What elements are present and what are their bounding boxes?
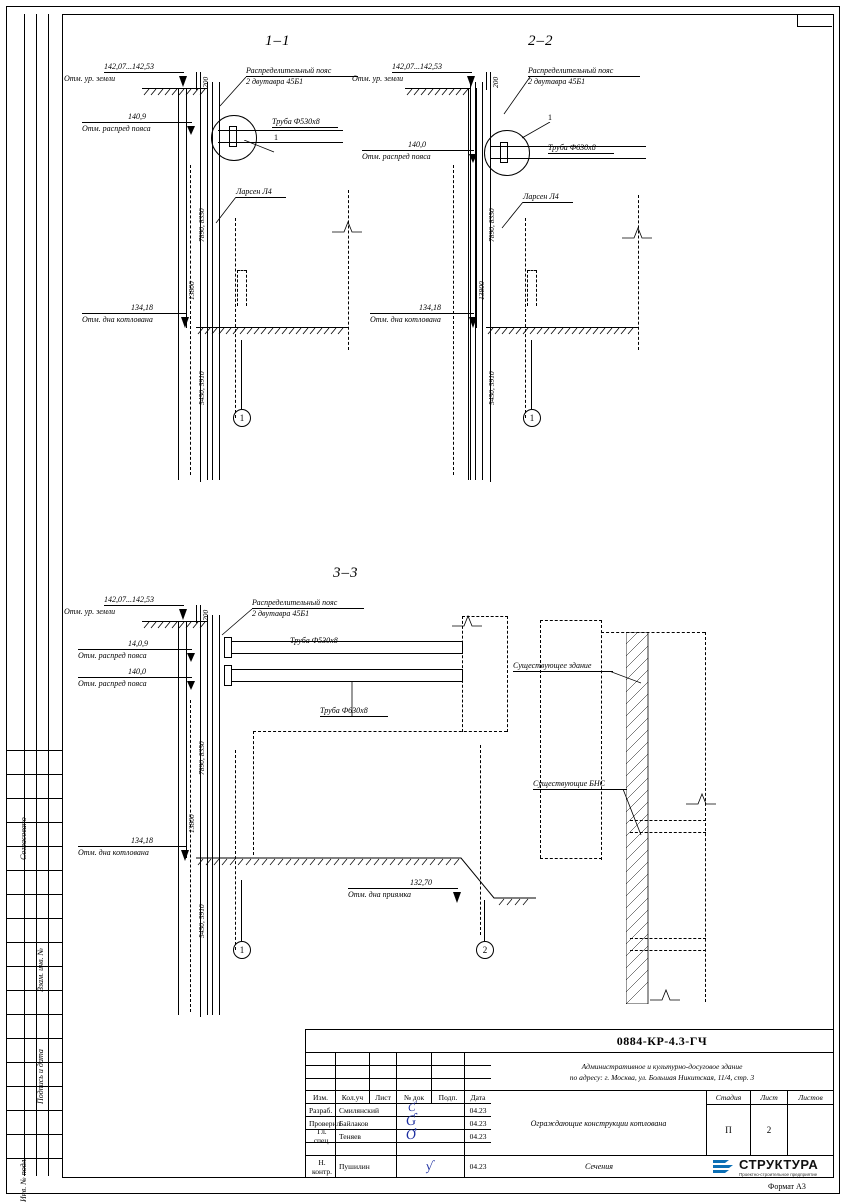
section-3-3-pit-text: Отм. дна котлована [78, 848, 149, 857]
margin-label-vzam-inv: Взам. инв. № [36, 947, 45, 992]
title-block-header-ndok: № док [397, 1091, 432, 1104]
section-3-3-pit-value: 134,18 [131, 836, 153, 845]
section-3-3-priyamok-value: 132,70 [410, 878, 432, 887]
format-label: Формат А3 [768, 1182, 806, 1191]
title-block-header-podp: Подп. [432, 1091, 465, 1104]
title-block-stage-value: П [707, 1105, 751, 1156]
section-2-2-dim-200: 200 [491, 76, 500, 88]
section-2-2-dim-13800: 13800 [477, 281, 486, 300]
section-2-2-belt-note-l2: 2 двутавра 45Б1 [528, 77, 586, 86]
title-block-header-izm: Изм. [306, 1091, 336, 1104]
title-block-role-3: Н. контр. [306, 1156, 336, 1177]
section-3-3-belt-note-l1: Распределительный пояс [252, 598, 338, 607]
company-name: СТРУКТУРА [739, 1156, 819, 1172]
section-2-2-ground-text: Отм. ур. земли [352, 74, 404, 83]
section-3-3-ground-value: 142,07...142,53 [104, 595, 154, 604]
section-2-2-dim-7890: 7890, 8350 [487, 208, 496, 242]
section-1-1-ground-text: Отм. ур. земли [64, 74, 116, 83]
section-1-1-pipe-label: Труба Ф530х8 [272, 117, 320, 126]
left-margin-strip [6, 14, 62, 1202]
section-3-3-dim-7890: 7890, 8350 [197, 741, 206, 775]
section-3-3-priyamok-text: Отм. дна приямка [348, 890, 412, 899]
signature-3: ƴ [424, 1157, 434, 1174]
section-1-1-node-1: 1 [233, 409, 251, 427]
title-block-header-list: Лист [370, 1091, 397, 1104]
section-1-1-ground-value: 142,07...142,53 [104, 62, 154, 71]
title-block-code: 0884-КР-4.3-ГЧ [491, 1030, 833, 1053]
title-block-role-1: Проверил [306, 1117, 336, 1130]
title-block-header-listov: Листов [788, 1091, 833, 1105]
margin-label-inv-podl: Инв. № подл. [19, 1157, 28, 1202]
section-3-3-node-2: 2 [476, 941, 494, 959]
section-2-2-callout-1: 1 [548, 113, 552, 122]
section-2-2-pipe-label: Труба Ф630х8 [548, 143, 596, 152]
title-block-date-0: 04.23 [465, 1104, 491, 1117]
section-2-2-pit-text: Отм. дна котлована [370, 315, 441, 324]
signature-2: Ơ [404, 1127, 418, 1144]
section-3-3-dim-13800: 13800 [187, 814, 196, 833]
company-tagline: Проектно-строительное предприятие [739, 1171, 818, 1177]
title-block-date-2: 04.23 [465, 1130, 491, 1143]
section-2-2-node-1: 1 [523, 409, 541, 427]
section-3-3-dim-200: 200 [201, 609, 210, 621]
sheet-corner-cut [797, 14, 832, 27]
margin-label-soglasovano: Согласовано [19, 817, 28, 860]
section-1-1-belt-note-l1: Распределительный пояс [246, 66, 332, 75]
section-1-1-larsen-label: Ларсен Л4 [236, 187, 272, 196]
section-1-1-title: 1–1 [265, 33, 291, 49]
title-block [305, 1029, 834, 1178]
section-1-1-pit-text: Отм. дна котлована [82, 315, 153, 324]
section-1-1-dim-200: 200 [201, 76, 210, 88]
title-block-header-list-col: Лист [751, 1091, 788, 1105]
section-1-1-dim-13800: 13800 [187, 281, 196, 300]
section-3-3-ground-text: Отм. ур. земли [64, 607, 116, 616]
section-2-2-belt-note-l1: Распределительный пояс [528, 66, 614, 75]
section-1-1-belt-text: Отм. распред пояса [82, 124, 151, 133]
title-block-drawing-name: Ограждающие конструкции котлована [491, 1091, 707, 1156]
sheetpile-wall-3-3 [207, 615, 220, 1015]
title-block-name-0: Смилянский [336, 1104, 397, 1117]
title-block-name-2: Теняев [336, 1130, 397, 1143]
title-block-name-3: Пушилин [336, 1156, 397, 1177]
section-3-3-belt-value-2: 140,0 [128, 667, 146, 676]
company-logo-icon [713, 1158, 735, 1176]
title-block-header-stadia: Стадия [707, 1091, 751, 1105]
section-2-2-dim-5450: 5450, 5910 [487, 371, 496, 405]
title-block-company [707, 1156, 833, 1177]
section-1-1-pit-value: 134,18 [131, 303, 153, 312]
section-3-3-dim-5450: 5450, 5910 [197, 904, 206, 938]
section-3-3-belt-value-1: 14,0,9 [128, 639, 148, 648]
title-block-role-0: Разраб. [306, 1104, 336, 1117]
section-3-3-pipe-2: Труба Ф630х8 [320, 706, 368, 715]
section-3-3-existing-bns-label: Существующие БНС [533, 779, 605, 788]
title-block-sheet-no: 2 [751, 1105, 788, 1156]
section-2-2-larsen-label: Ларсен Л4 [523, 192, 559, 201]
section-3-3-title: 3–3 [333, 565, 359, 581]
section-3-3-belt-text-2: Отм. распред пояса [78, 679, 147, 688]
section-2-2-title: 2–2 [528, 33, 554, 49]
section-2-2-belt-text: Отм. распред пояса [362, 152, 431, 161]
section-1-1-belt-note-l2: 2 двутавра 45Б1 [246, 77, 304, 86]
signature-1: Ɠ [404, 1113, 418, 1130]
section-2-2-pit-value: 134,18 [419, 303, 441, 312]
section-1-1-callout-1: 1 [274, 133, 278, 142]
title-block-object [491, 1053, 833, 1091]
section-2-2-belt-value: 140,0 [408, 140, 426, 149]
margin-label-podpis-data: Подпись и дата [36, 1049, 45, 1104]
section-2-2-ground-value: 142,07...142,53 [392, 62, 442, 71]
title-block-date-3: 04.23 [469, 1162, 487, 1171]
section-1-1-dim-7890: 7890, 8350 [197, 208, 206, 242]
section-3-3-pipe-1: Труба Ф530х8 [290, 636, 338, 645]
section-1-1-detail-circle [211, 115, 257, 161]
title-block-header-kol: Кол.уч [336, 1091, 370, 1104]
section-3-3-existing-building-label: Существующее здание [513, 661, 592, 670]
section-3-3-node-1: 1 [233, 941, 251, 959]
signature-0: Ƈ [407, 1101, 417, 1115]
title-block-object-line2: по адресу: г. Москва, ул. Большая Никитская, 11/4, стр. 3 [569, 1072, 755, 1082]
title-block-date-1: 04.23 [465, 1117, 491, 1130]
title-block-header-data: Дата [465, 1091, 491, 1104]
title-block-sheets-total [788, 1105, 833, 1156]
title-block-role-2: Гл. спец. [306, 1130, 336, 1143]
section-1-1-belt-value: 140,9 [128, 112, 146, 121]
title-block-sheet-name: Сечения [585, 1162, 613, 1171]
section-3-3-belt-text-1: Отм. распред пояса [78, 651, 147, 660]
title-block-object-line1: Административное и культурно-досуговое здание [581, 1061, 743, 1071]
section-3-3-belt-note-l2: 2 двутавра 45Б1 [252, 609, 310, 618]
section-1-1-dim-5450: 5450, 5910 [197, 371, 206, 405]
title-block-name-1: Байлаков [336, 1117, 397, 1130]
